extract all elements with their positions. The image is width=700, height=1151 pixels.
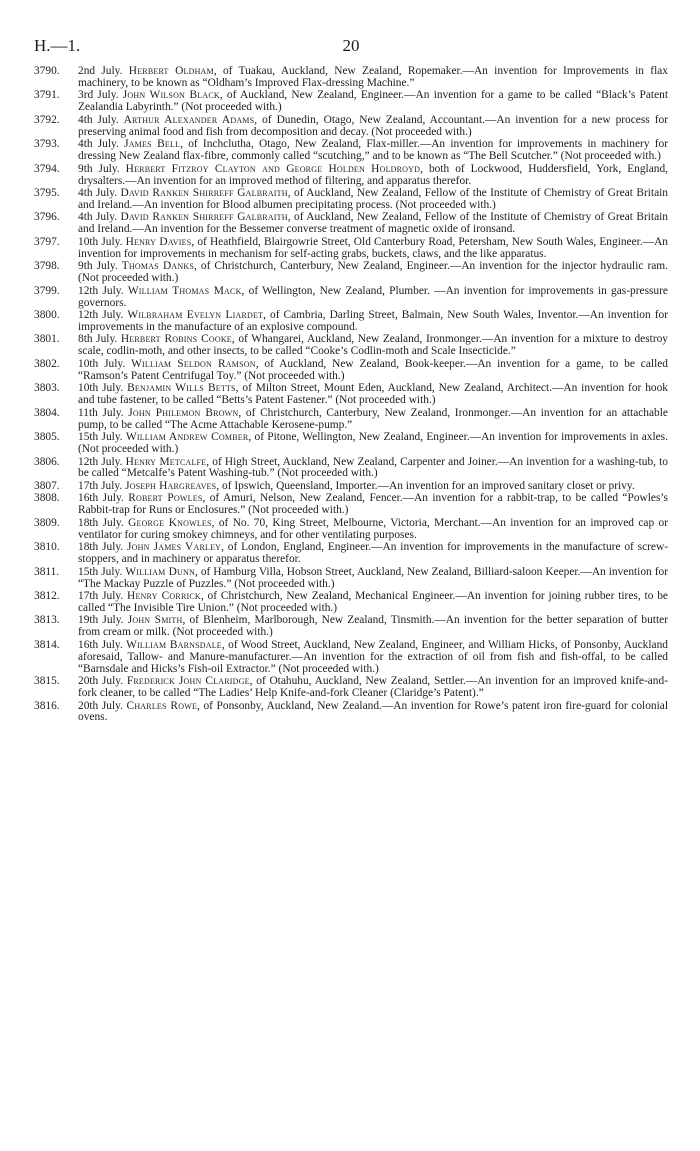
entry-description: , of Christchurch, Canterbury, New Zealand, Engineer.—An invention for the injector hydraulic ram. (Not proceeded with.) — [78, 260, 668, 285]
applicant-name: Charles Rowe — [126, 699, 198, 712]
applicant-name: Herbert Robins Cooke — [120, 333, 232, 346]
entry-date: 2nd July. — [78, 65, 123, 77]
patent-entry — [34, 518, 668, 542]
applicant-name: John Philemon Brown — [128, 406, 239, 419]
entry-number: 3807. — [34, 479, 60, 492]
patent-entry — [34, 481, 668, 493]
entry-number: 3814. — [34, 638, 60, 651]
entry-description: , of Auckland, New Zealand, Fellow of the Institute of Chemistry of Great Britain and Ireland.—An invention for the Bessemer converse treatment of magnetic oxide of ironsand. — [78, 211, 668, 236]
patent-entry — [34, 408, 668, 432]
entry-description: , of Tuakau, Auckland, New Zealand, Ropemaker.—An invention for Improvements in flax machinery, to be known as “Oldham’s Improved Flax-dressing Machine.” — [78, 65, 668, 89]
patent-entry — [34, 432, 668, 456]
entry-description: , of Dunedin, Otago, New Zealand, Accountant.—An invention for a new process for preserving animal food and fish from decomposition and decay. (Not proceeded with.) — [78, 113, 668, 138]
entry-number: 3805. — [34, 431, 60, 444]
patent-entry — [34, 212, 668, 236]
entry-number: 3811. — [34, 565, 60, 578]
document-reference: H.—1. — [34, 36, 81, 55]
applicant-name: David Ranken Shirreff Galbraith — [120, 211, 288, 224]
patent-entry — [34, 615, 668, 639]
entry-date: 18th July. — [78, 541, 124, 554]
entry-date: 10th July. — [78, 382, 124, 395]
patent-entry — [34, 640, 668, 676]
applicant-name: John Wilson Black — [122, 89, 220, 102]
applicant-name: Herbert Fitzroy Clayton and George Holden Holdroyd — [125, 162, 421, 175]
page-header — [34, 36, 668, 58]
entry-date: 12th July. — [78, 284, 124, 297]
entry-date: 4th July. — [78, 113, 119, 126]
entry-date: 15th July. — [78, 565, 123, 578]
page-number: 20 — [342, 36, 360, 55]
entry-description: , of Christchurch, New Zealand, Mechanical Engineer.—An invention for joining rubber tires, to be called “The Invisible Tire Union.” (Not proceeded with.) — [78, 590, 668, 614]
patent-entry — [34, 310, 668, 334]
patent-entry — [34, 66, 668, 90]
entry-number: 3791. — [34, 89, 60, 102]
entry-date: 10th July. — [78, 357, 126, 370]
entry-number: 3798. — [34, 260, 60, 273]
entry-description: , of High Street, Auckland, New Zealand, Carpenter and Joiner.—An invention for a washing-tub, to be called “Metcalfe’s Patent Washing-tub.” (Not proceeded with.) — [78, 455, 668, 480]
patent-entry — [34, 383, 668, 407]
entry-date: 11th July. — [78, 406, 124, 419]
entry-date: 4th July. — [78, 187, 118, 200]
patent-entry — [34, 457, 668, 481]
entry-description: , of Christchurch, Canterbury, New Zealand, Ironmonger.—An invention for an attachable pump, to be called “The Acme Attachable Kerosene-pump.” — [78, 406, 668, 431]
patent-entry — [34, 334, 668, 358]
entry-number: 3794. — [34, 162, 60, 175]
entry-date: 20th July. — [78, 699, 123, 712]
applicant-name: Henry Corrick — [127, 590, 201, 603]
entry-description: , of Pitone, Wellington, New Zealand, Engineer.—An invention for improvements in axles. (Not proceeded with.) — [78, 431, 668, 455]
entry-number: 3799. — [34, 284, 60, 297]
entry-date: 19th July. — [78, 614, 124, 627]
patent-entry — [34, 164, 668, 188]
entry-number: 3802. — [34, 357, 60, 370]
applicant-name: John Smith — [127, 614, 183, 627]
entry-date: 16th July. — [78, 638, 123, 651]
entry-date: 18th July. — [78, 516, 124, 529]
applicant-name: William Barnsdale — [126, 638, 222, 651]
patent-entry — [34, 542, 668, 566]
entry-number: 3808. — [34, 492, 60, 505]
entry-number: 3804. — [34, 406, 60, 419]
patent-entry — [34, 591, 668, 615]
entry-number: 3792. — [34, 113, 60, 126]
patent-entry — [34, 359, 668, 383]
patent-entry — [34, 701, 668, 725]
entry-number: 3813. — [34, 614, 60, 627]
entry-description: , of Hamburg Villa, Hobson Street, Auckland, New Zealand, Billiard-saloon Keeper.—An invention for “The Mackay Puzzle of Puzzles.” (Not proceeded with.) — [78, 565, 668, 590]
entry-description: , of Amuri, Nelson, New Zealand, Fencer.—An invention for a rabbit-trap, to be called “Powles’s Rabbit-trap for Runs or Enclosures.” (Not proceeded with.) — [78, 492, 668, 517]
entry-number: 3816. — [34, 699, 60, 712]
entry-number: 3800. — [34, 309, 60, 322]
patent-entry — [34, 493, 668, 517]
entry-description: , of No. 70, King Street, Melbourne, Victoria, Merchant.—An invention for an improved cap or ventilator for curing smokey chimneys, and for other ventilating purposes. — [78, 516, 668, 541]
entry-description: , of Blenheim, Marlborough, New Zealand, Tinsmith.—An invention for the better separation of butter from cream or milk. (Not proceeded with.) — [78, 614, 668, 639]
applicant-name: William Thomas Mack — [127, 284, 242, 297]
entry-description: , of Auckland, New Zealand, Fellow of the Institute of Chemistry of Great Britain and Ireland.—An invention for Blood albumen precipitating process. (Not proceeded with.) — [78, 187, 668, 211]
entry-date: 16th July. — [78, 492, 124, 505]
entry-date: 20th July. — [78, 675, 124, 688]
applicant-name: Arthur Alexander Adams — [123, 113, 255, 126]
patent-entry — [34, 286, 668, 310]
entry-date: 4th July. — [78, 211, 118, 224]
entry-number: 3812. — [34, 590, 60, 603]
applicant-name: George Knowles — [128, 516, 212, 529]
applicant-name: William Andrew Comber — [125, 431, 249, 444]
entry-number: 3795. — [34, 187, 60, 200]
entry-description: , of Ipswich, Queensland, Importer.—An invention for an improved sanitary closet or privy. — [216, 479, 635, 492]
entry-description: , of Ponsonby, Auckland, New Zealand.—An invention for Rowe’s patent iron fire-guard for colonial ovens. — [78, 699, 669, 724]
entry-number: 3815. — [34, 675, 60, 688]
entry-date: 12th July. — [78, 455, 123, 468]
entry-description: , of Whangarei, Auckland, New Zealand, Ironmonger.—An invention for a mixture to destroy scale, codlin-moth, and other insects, to be called “Cooke’s Codlin-moth and Scale Insecticide.” — [78, 333, 669, 358]
entry-date: 9th July. — [78, 260, 118, 273]
entry-number: 3797. — [34, 235, 60, 248]
applicant-name: William Seldon Ramson — [131, 357, 256, 370]
applicant-name: Robert Powles — [128, 492, 203, 505]
entry-description: , of London, England, Engineer.—An invention for improvements in the manufacture of screw-stoppers, and in machinery or apparatus therefor. — [78, 541, 668, 566]
entry-date: 15th July. — [78, 431, 123, 444]
entry-number: 3801. — [34, 333, 60, 346]
patent-entry — [34, 90, 668, 114]
applicant-name: John James Varley — [127, 541, 222, 554]
entry-description: , of Wellington, New Zealand, Plumber. —An invention for improvements in gas-pressure governors. — [78, 284, 668, 309]
applicant-name: Joseph Hargreaves — [125, 479, 217, 492]
entry-date: 12th July. — [78, 309, 124, 322]
applicant-name: James Bell — [124, 138, 181, 151]
entry-date: 17th July. — [78, 590, 124, 603]
entry-date: 17th July. — [78, 479, 123, 492]
applicant-name: William Dunn — [125, 565, 195, 578]
entry-description: , of Inchclutha, Otago, New Zealand, Flax-miller.—An invention for improvements in machinery for dressing New Zealand flax-fibre, commonly called “scutching,” and to be known as “The Bell Scutcher.” (Not proceeded with.) — [78, 138, 669, 163]
entry-number: 3803. — [34, 382, 60, 395]
entry-description: , of Milton Street, Mount Eden, Auckland, New Zealand, Architect.—An invention for hook and tube fastener, to be called “Betts’s Patent Fastener.” (Not proceeded with.) — [78, 382, 668, 407]
applicant-name: Benjamin Wills Betts — [127, 382, 236, 395]
applicant-name: Henry Metcalfe — [125, 455, 207, 468]
entry-description: , of Wood Street, Auckland, New Zealand, Engineer, and William Hicks, of Ponsonby, Auckland aforesaid, Tallow- and Manure-manufacturer.—An invention for the extraction of oil from fish and fish-offal, to be called “Barnsdale and Hicks’s Fish-oil Extractor.” (Not proceeded with.) — [78, 638, 668, 675]
entry-number: 3809. — [34, 516, 60, 529]
applicant-name: Wilbraham Evelyn Liardet — [127, 309, 264, 322]
entry-number: 3790. — [34, 65, 60, 77]
entry-number: 3806. — [34, 455, 60, 468]
entry-date: 9th July. — [78, 162, 120, 175]
entry-date: 8th July. — [78, 333, 118, 346]
entry-date: 10th July. — [78, 235, 123, 248]
entry-number: 3810. — [34, 541, 60, 554]
patent-entry — [34, 676, 668, 700]
patent-entry — [34, 261, 668, 285]
entry-number: 3796. — [34, 211, 60, 224]
patent-entry — [34, 188, 668, 212]
applicant-name: David Ranken Shirreff Galbraith — [120, 187, 288, 200]
entry-date: 4th July. — [78, 138, 119, 151]
entry-description: , of Otahuhu, Auckland, New Zealand, Settler.—An invention for an improved knife-and-fork cleaner, to be called “The Ladies’ Help Knife-and-fork Cleaner (Claridge’s Patent).” — [78, 675, 668, 700]
entry-description: , both of Lockwood, Huddersfield, York, England, drysalters.—An invention for an improved method of filtering, and apparatus therefor. — [78, 162, 669, 187]
applicant-name: Thomas Danks — [121, 260, 195, 273]
entry-number: 3793. — [34, 138, 60, 151]
applicant-name: Frederick John Claridge — [126, 675, 250, 688]
patent-entry — [34, 115, 668, 139]
applicant-name: Henry Davies — [125, 235, 192, 248]
entry-description: , of Cambria, Darling Street, Balmain, New South Wales, Inventor.—An invention for improvements in the manufacture of an explosive compound. — [78, 309, 668, 333]
entry-description: , of Auckland, New Zealand, Engineer.—An invention for a game to be called “Black’s Patent Zealandia Labyrinth.” (Not proceeded with.) — [78, 89, 668, 114]
entry-description: , of Heathfield, Blairgowrie Street, Old Canterbury Road, Petersham, New South Wales, Engineer.—An invention for improvements in mechanism for self-acting grabs, buckets, claws, and the like apparatus. — [78, 235, 668, 260]
patent-entry — [34, 237, 668, 261]
applicant-name: Herbert Oldham — [128, 65, 214, 77]
patent-list — [34, 66, 668, 725]
entry-date: 3rd July. — [78, 89, 119, 102]
patent-entry — [34, 567, 668, 591]
patent-entry — [34, 139, 668, 163]
entry-description: , of Auckland, New Zealand, Book-keeper.—An invention for a game, to be called “Ramson’s Patent Centrifugal Toy.” (Not proceeded with.) — [78, 357, 668, 382]
